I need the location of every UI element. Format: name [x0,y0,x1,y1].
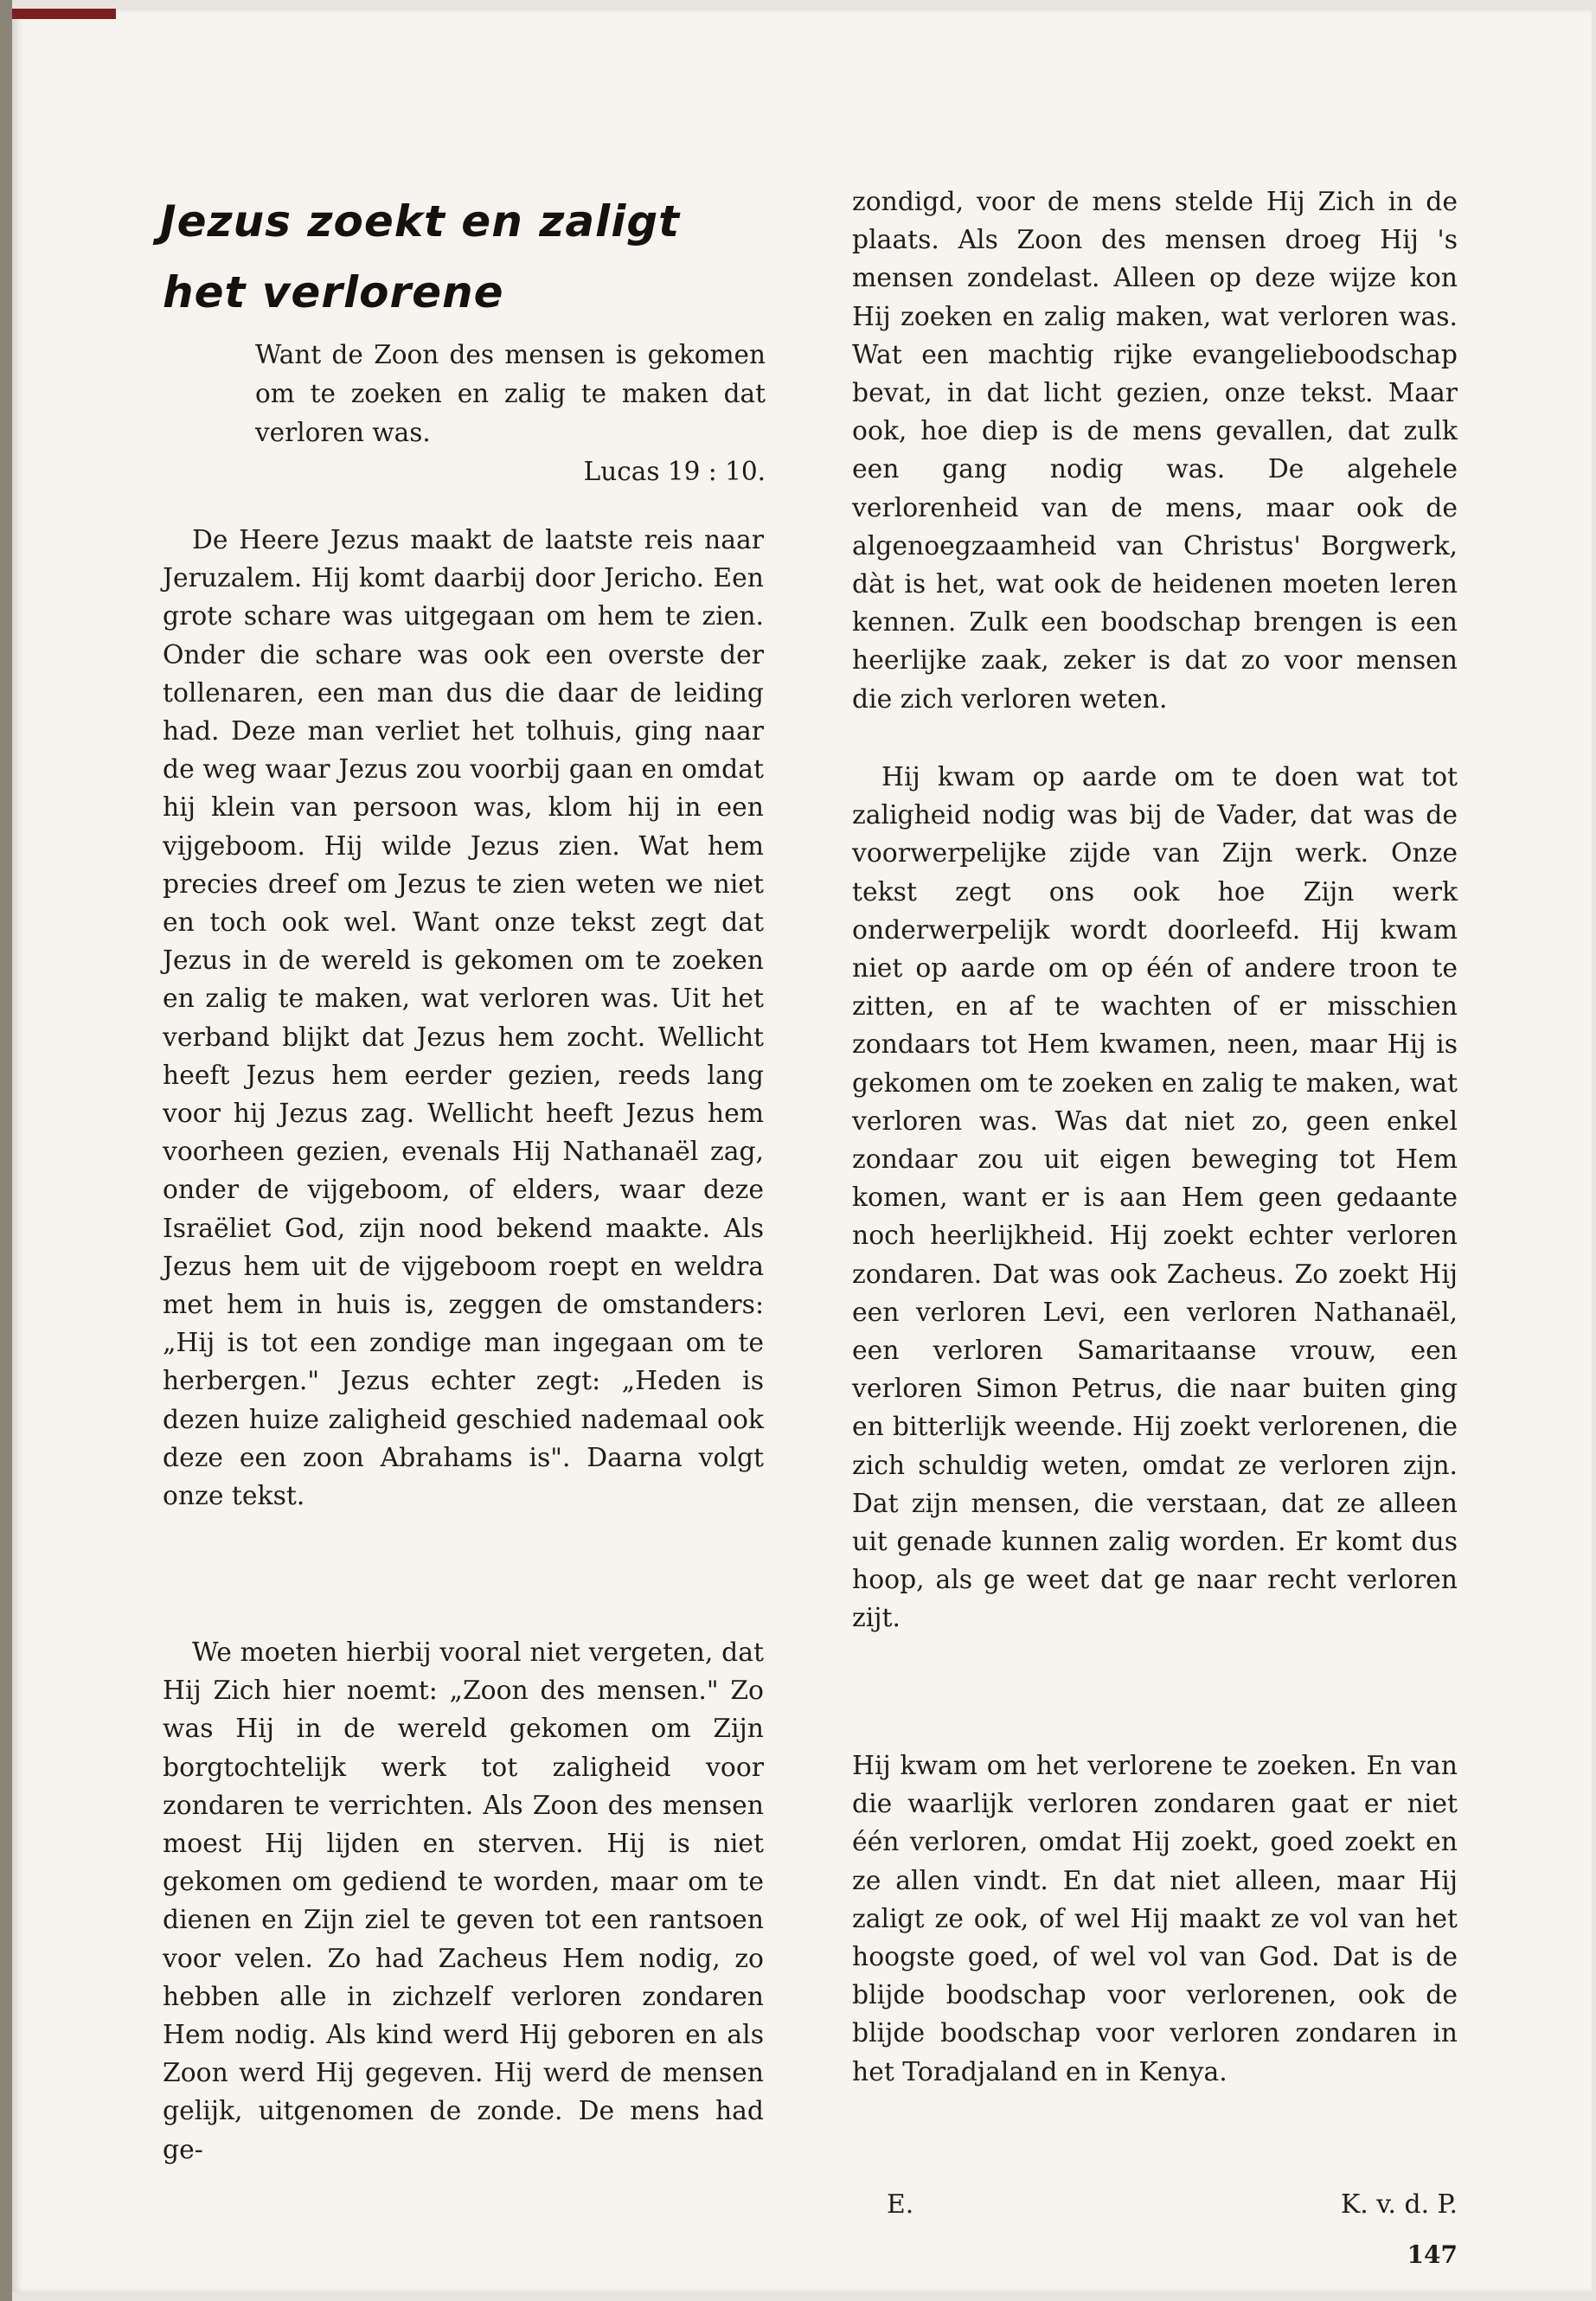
left-paragraph-1: De Heere Jezus maakt de laatste reis naar Jeruzalem. Hij komt daarbij door Jericho. Een grote schare was uitgegaan om hem te zien. Onder die schare was ook een overste der tollenaren, een man dus die daar de leiding had. Deze man verliet het tolhuis, ging naar de weg waar Jezus zou voorbij gaan en omdat hij klein van persoon was, klom hij in een vijgeboom. Hij wilde Jezus zien. Wat hem precies dreef om Jezus te zien weten we niet en toch ook wel. Want onze tekst zegt dat Jezus in de wereld is gekomen om te zoeken en zalig te maken, wat verloren was. Uit het verband blijkt dat Jezus hem zocht. Wellicht heeft Jezus hem eerder gezien, reeds lang voor hij Jezus zag. Wellicht heeft Jezus hem voorheen gezien, evenals Hij Nathanaël zag, onder de vijgeboom, of elders, waar deze Israëliet God, zijn nood bekend maakte. Als Jezus hem uit de vijgeboom roept en weldra met hem in huis is, zeggen de omstanders: „Hij is tot een zondige man ingegaan om te herbergen." Jezus echter zegt: „Heden is dezen huize zaligheid geschied nademaal ook deze een zoon Abrahams is". Daarna volgt onze tekst. [163,525,764,1512]
book-binding [0,0,12,2301]
right-paragraph-2: Hij kwam op aarde om te doen wat tot zaligheid nodig was bij de Vader, dat was de voorwerpelijke zijde van Zijn werk. Onze tekst zegt ons ook hoe Zijn werk onderwerpelijk wordt doorleefd. Hij kwam niet op aarde om op één of andere troon te zitten, en af te wachten of er misschien zondaars tot Hem kwamen, neen, maar Hij is gekomen om te zoeken en zalig te maken, wat verloren was. Was dat niet zo, geen enkel zondaar zou uit eigen beweging tot Hem komen, want er is aan Hem geen gedaante noch heerlijkheid. Hij zoekt echter verloren zondaren. Dat was ook Zacheus. Zo zoekt Hij een verloren Levi, een verloren Nathanaël, een verloren Samaritaanse vrouw, een verloren Simon Petrus, die naar buiten ging en bitterlijk weende. Hij zoekt verlorenen, die zich schuldig weten, omdat ze verloren zijn. Dat zijn mensen, die verstaan, dat ze alleen uit genade kunnen zalig worden. Er komt dus hoop, als ge weet dat ge naar recht verloren zijt. [852,762,1458,1634]
left-paragraph-2: We moeten hierbij vooral niet vergeten, dat Hij Zich hier noemt: „Zoon des mensen." Zo was Hij in de wereld gekomen om Zijn borgtochtelijk werk tot zaligheid voor zondaren te verrichten. Als Zoon des mensen moest Hij lijden en sterven. Hij is niet gekomen om gediend te worden, maar om te dienen en Zijn ziel te geven tot een rantsoen voor velen. Zo had Zacheus Hem nodig, zo hebben alle in zichzelf verloren zondaren Hem nodig. Als kind werd Hij geboren en als Zoon werd Hij gegeven. Hij werd de mensen gelijk, uitgenomen de zonde. De mens had ge- [163,1638,764,2165]
corner-mark [12,9,116,19]
title-line-1: Jezus zoekt en zaligt [160,196,681,247]
right-paragraph-3: Hij kwam om het verlorene te zoeken. En van die waarlijk verloren zondaren gaat er niet één verloren, omdat Hij zoekt, goed zoekt en ze allen vindt. En dat niet alleen, maar Hij zaligt ze ook, of wel Hij maakt ze vol van het hoogste goed, of wel vol van God. Dat is de blijde boodschap voor verlorenen, ook de blijde boodschap voor verloren zondaren in het Toradjaland en in Kenya. [852,1751,1458,2087]
motto-reference: Lucas 19 : 10. [583,457,766,486]
signature-left: E. [887,2189,914,2220]
signature-line [852,2186,1458,2224]
page-number: 147 [1407,2240,1458,2269]
article-title [160,186,766,328]
right-paragraph-1: zondigd, voor de mens stelde Hij Zich in de plaats. Als Zoon des mensen droeg Hij 's mensen zondelast. Alleen op deze wijze kon Hij zoeken en zalig maken, wat verloren was. Wat een machtig rijke evangelieboodschap bevat, in dat licht gezien, onze tekst. Maar ook, hoe diep is de mens gevallen, dat zulk een gang nodig was. De algehele verlorenheid van de mens, maar ook de algenoegzaamheid van Christus' Borgwerk, dàt is het, wat ook de heidenen moeten leren kennen. Zulk een boodschap brengen is een heerlijke zaak, zeker is dat zo voor mensen die zich verloren weten. [852,187,1458,715]
motto-text: Want de Zoon des mensen is gekomen om te zoeken en zalig te maken dat verloren was. [255,340,766,447]
signature-right: K. v. d. P. [1341,2189,1458,2220]
title-line-2: het verlorene [163,267,504,317]
